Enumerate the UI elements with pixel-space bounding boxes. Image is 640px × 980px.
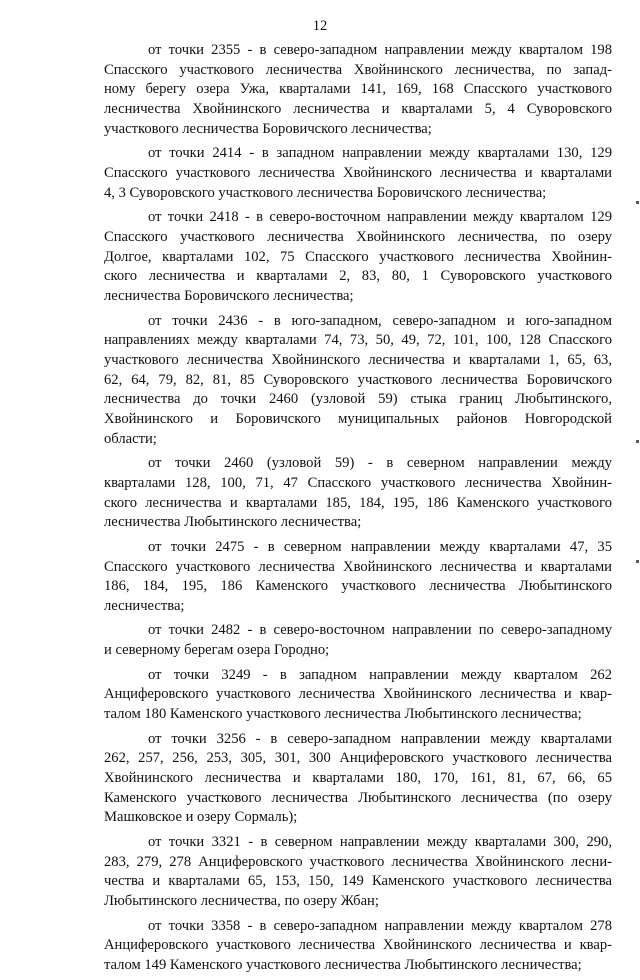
text-line: от точки 3256 - в северо-западном направлении между кварталами (148, 730, 612, 747)
text-line: ского лесничества и кварталами 185, 184, 195, 186 Каменского участкового (104, 494, 612, 511)
text-line: от точки 2436 - в юго-западном, северо-западном и юго-западном (148, 312, 612, 329)
text-line: Анциферовского участкового лесничества Хвойнинского лесничества и квар- (104, 937, 612, 954)
text-line: от точки 3358 - в северо-западном направлении между кварталом 278 (148, 917, 612, 934)
text-line: 62, 64, 79, 82, 81, 85 Суворовского участкового лесничества Боровичского (104, 371, 612, 388)
page-number: 12 (312, 18, 328, 34)
text-line: кварталами 128, 100, 71, 47 Спасского участкового лесничества Хвойнин- (104, 474, 612, 491)
paragraph (104, 454, 612, 533)
paragraph (104, 833, 612, 912)
text-line: от точки 2418 - в северо-восточном направлении между кварталом 129 (148, 209, 612, 226)
text-line: чества и кварталами 65, 153, 150, 149 Каменского участкового лесничества (104, 873, 612, 890)
paragraph (104, 917, 612, 976)
text-line: и северному берегам озера Городно; (104, 642, 330, 659)
text-line: лесничества; (104, 597, 185, 614)
text-line: от точки 3321 - в северном направлении между кварталами 300, 290, (148, 833, 612, 850)
paragraph (104, 312, 612, 450)
text-line: ному берегу озера Ужа, кварталами 141, 169, 168 Спасского участкового (104, 81, 612, 98)
scan-artifact (636, 440, 639, 443)
text-line: участкового лесничества Хвойнинского лесничества и кварталами 1, 65, 63, (104, 351, 612, 368)
text-line: лесничества Боровичского лесничества; (104, 288, 354, 305)
text-line: 4, 3 Суворовского участкового лесничества Боровичского лесничества; (104, 184, 547, 201)
text-line: ского лесничества и кварталами 2, 83, 80, 1 Суворовского участкового (104, 268, 612, 285)
text-line: Хвойнинского лесничества и кварталами 180, 170, 161, 81, 67, 66, 65 (104, 769, 612, 786)
text-line: Анциферовского участкового лесничества Хвойнинского лесничества и квар- (104, 686, 612, 703)
paragraph (104, 730, 612, 829)
text-line: лесничества Любытинского лесничества; (104, 514, 362, 531)
paragraph (104, 208, 612, 307)
document-body (104, 41, 612, 980)
text-line: направлениях между кварталами 74, 73, 50, 49, 72, 101, 100, 128 Спасского (104, 332, 612, 349)
text-line: лесничества Хвойнинского лесничества и кварталами 5, 4 Суворовского (104, 101, 612, 118)
paragraph (104, 666, 612, 725)
text-line: 262, 257, 256, 253, 305, 301, 300 Анциферовского участкового лесничества (104, 750, 612, 767)
text-line: Любытинского лесничества, по озеру Жбан; (104, 893, 379, 909)
paragraph (104, 144, 612, 203)
text-line: области; (104, 430, 157, 447)
text-line: от точки 2475 - в северном направлении между кварталами 47, 35 (148, 538, 612, 555)
text-line: Хвойнинского и Боровичского муниципальных районов Новгородской (104, 411, 612, 428)
text-line: Каменского участкового лесничества Любытинского лесничества (по озеру (104, 789, 612, 806)
text-line: участкового лесничества Боровичского лесничества; (104, 120, 432, 137)
text-line: талом 180 Каменского участкового лесничества Любытинского лесничества; (104, 706, 582, 723)
scan-artifact (636, 201, 639, 204)
text-line: Машковское и озеру Сормаль); (104, 809, 298, 826)
text-line: от точки 2482 - в северо-восточном направлении по северо-западному (148, 622, 612, 639)
text-line: от точки 2460 (узловой 59) - в северном направлении между (148, 455, 612, 472)
paragraph (104, 621, 612, 660)
paragraph (104, 41, 612, 140)
text-line: 283, 279, 278 Анциферовского участкового лесничества Хвойнинского лесни- (104, 853, 612, 870)
scan-artifact (636, 560, 639, 563)
paragraph (104, 538, 612, 617)
text-line: 186, 184, 195, 186 Каменского участкового лесничества Любытинского (104, 578, 612, 595)
text-line: от точки 2414 - в западном направлении между кварталами 130, 129 (148, 145, 612, 162)
text-line: Спасского участкового лесничества Хвойнинского лесничества, по озеру (104, 228, 612, 245)
text-line: Спасского участкового лесничества Хвойнинского лесничества и кварталами (104, 165, 612, 182)
text-line: талом 149 Каменского участкового лесничества Любытинского лесничества; (104, 956, 582, 973)
text-line: от точки 2355 - в северо-западном направлении между кварталом 198 (148, 42, 612, 58)
text-line: Спасского участкового лесничества Хвойнинского лесничества и кварталами (104, 558, 612, 575)
text-line: от точки 3249 - в западном направлении между кварталом 262 (148, 666, 612, 683)
text-line: Спасского участкового лесничества Хвойнинского лесничества, по запад- (104, 61, 612, 78)
text-line: Долгое, кварталами 102, 75 Спасского участкового лесничества Хвойнин- (104, 248, 612, 265)
text-line: лесничества до точки 2460 (узловой 59) стыка границ Любытинского, (104, 391, 612, 408)
